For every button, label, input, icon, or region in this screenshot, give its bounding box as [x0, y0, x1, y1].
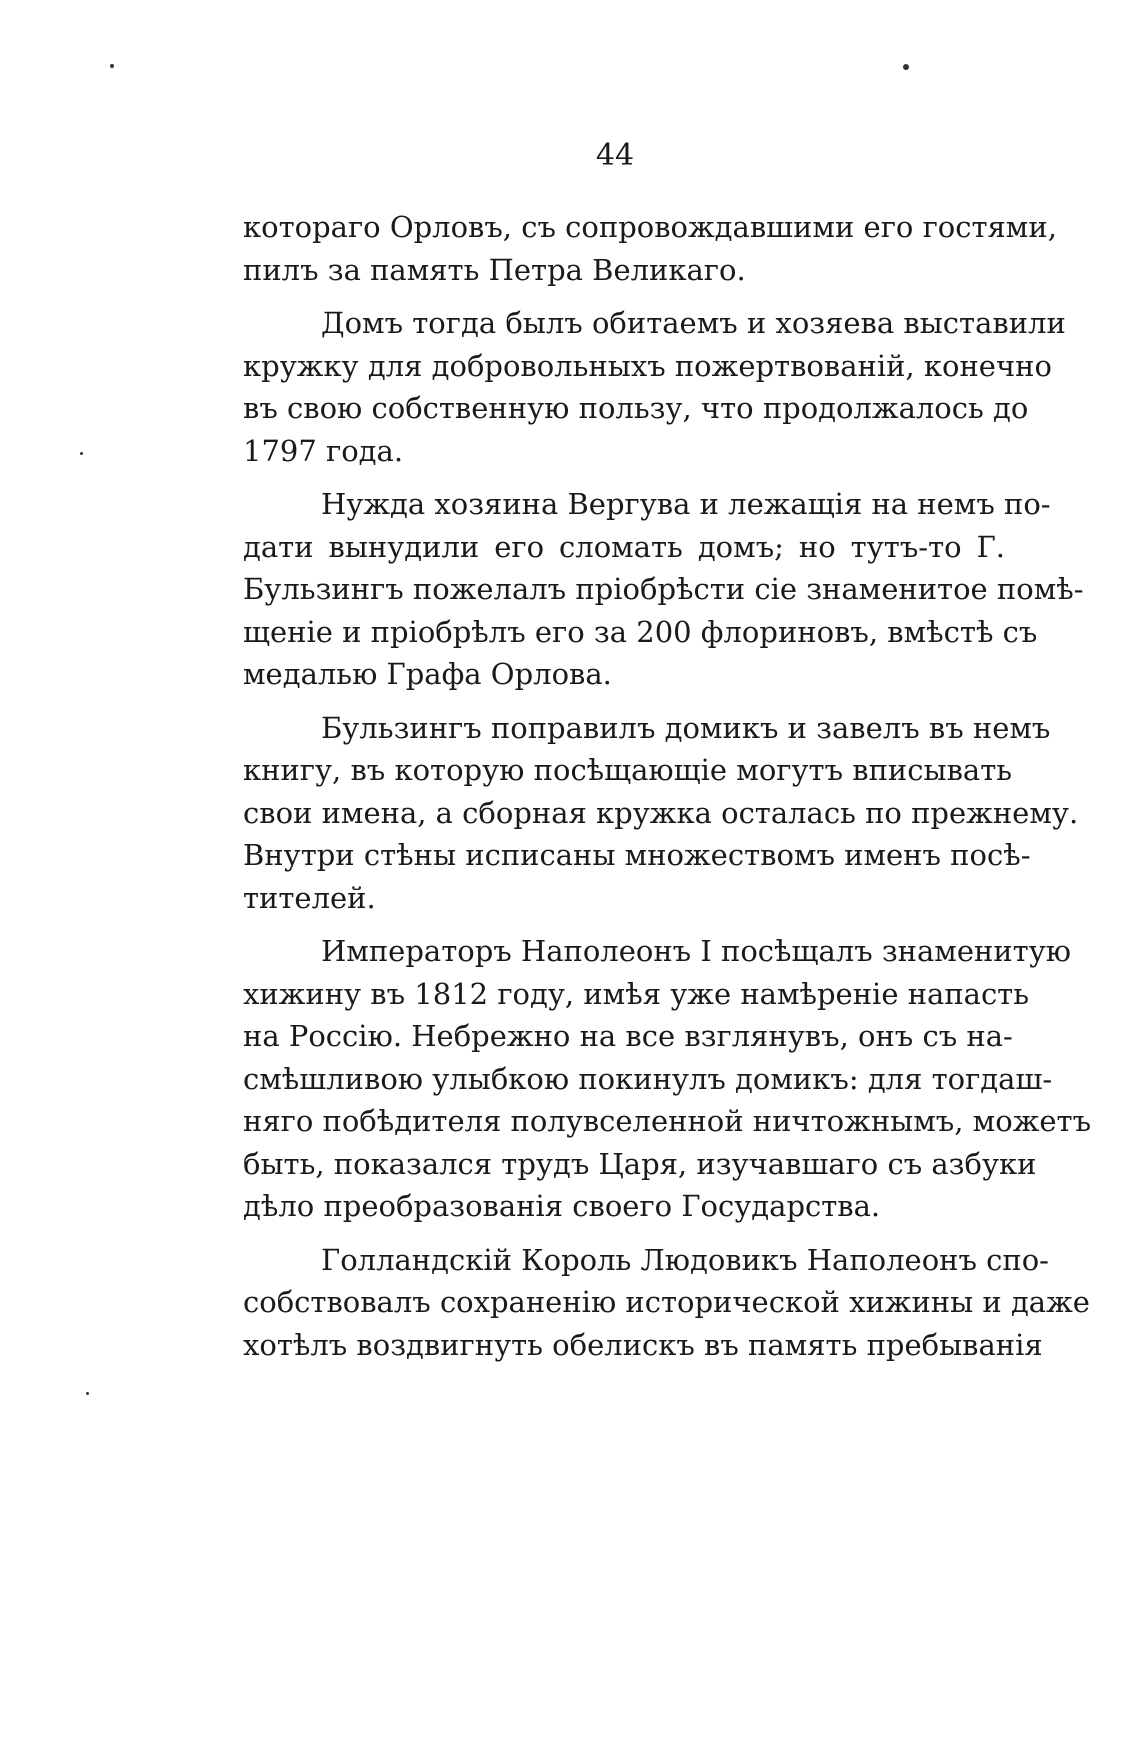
text-line: Императоръ Наполеонъ I посѣщалъ знаменитую	[321, 934, 1072, 968]
text-line: Голландскій Король Людовикъ Наполеонъ спо-	[321, 1242, 1049, 1277]
paragraph	[243, 302, 1066, 472]
paragraph	[243, 206, 1057, 291]
text-line: на Россію. Небрежно на все взглянувъ, онъ съ на-	[243, 1019, 1013, 1053]
scan-speck	[110, 64, 114, 68]
text-line: смѣшливою улыбкою покинулъ домикъ: для тогдаш-	[243, 1061, 1053, 1096]
text-line: медалью Графа Орлова.	[243, 657, 612, 691]
text-line: щеніе и пріобрѣлъ его за 200 флориновъ, вмѣстѣ съ	[243, 614, 1038, 649]
paragraph	[243, 1239, 1090, 1367]
scan-speck	[80, 452, 83, 455]
text-line: хотѣлъ воздвигнуть обелискъ въ память пребыванія	[243, 1327, 1043, 1362]
text-line: тителей.	[243, 880, 376, 915]
text-line: дѣло преобразованія своего Государства.	[243, 1189, 881, 1223]
text-line: книгу, въ которую посѣщающіе могутъ вписывать	[243, 753, 1013, 787]
text-line: въ свою собственную пользу, что продолжалось до	[243, 391, 1029, 425]
body-text	[243, 206, 1092, 1377]
paragraph	[243, 483, 1084, 696]
paragraph	[243, 930, 1092, 1228]
text-line: Бульзингъ пожелалъ пріобрѣсти сіе знаменитое помѣ-	[243, 572, 1084, 606]
text-line: котораго Орловъ, съ сопровождавшими его гостями,	[243, 210, 1057, 244]
text-line: дати вынудили его сломать домъ; но тутъ-то Г.	[243, 529, 1005, 564]
text-line: свои имена, а сборная кружка осталась по прежнему.	[243, 795, 1079, 830]
scan-speck	[86, 1392, 89, 1395]
text-line: 1797 года.	[243, 433, 404, 468]
text-line: кружку для добровольныхъ пожертвованій, конечно	[243, 348, 1052, 383]
text-line: няго побѣдителя полувселенной ничтожнымъ, можетъ	[243, 1104, 1092, 1138]
paragraph	[243, 707, 1079, 920]
text-line: собствовалъ сохраненію исторической хижины и даже	[243, 1285, 1090, 1319]
scan-speck	[903, 64, 909, 70]
text-line: Нужда хозяина Вергува и лежащія на немъ по-	[321, 487, 1051, 521]
page-number: 44	[595, 138, 635, 173]
text-line: пилъ за память Петра Великаго.	[243, 252, 746, 287]
text-line: хижину въ 1812 году, имѣя уже намѣреніе напасть	[243, 976, 1030, 1011]
text-line: быть, показался трудъ Царя, изучавшаго съ азбуки	[243, 1146, 1037, 1181]
text-line: Внутри стѣны исписаны множествомъ именъ посѣ-	[243, 838, 1031, 872]
text-line: Домъ тогда былъ обитаемъ и хозяева выставили	[321, 306, 1066, 340]
text-line: Бульзингъ поправилъ домикъ и завелъ въ немъ	[321, 710, 1051, 745]
